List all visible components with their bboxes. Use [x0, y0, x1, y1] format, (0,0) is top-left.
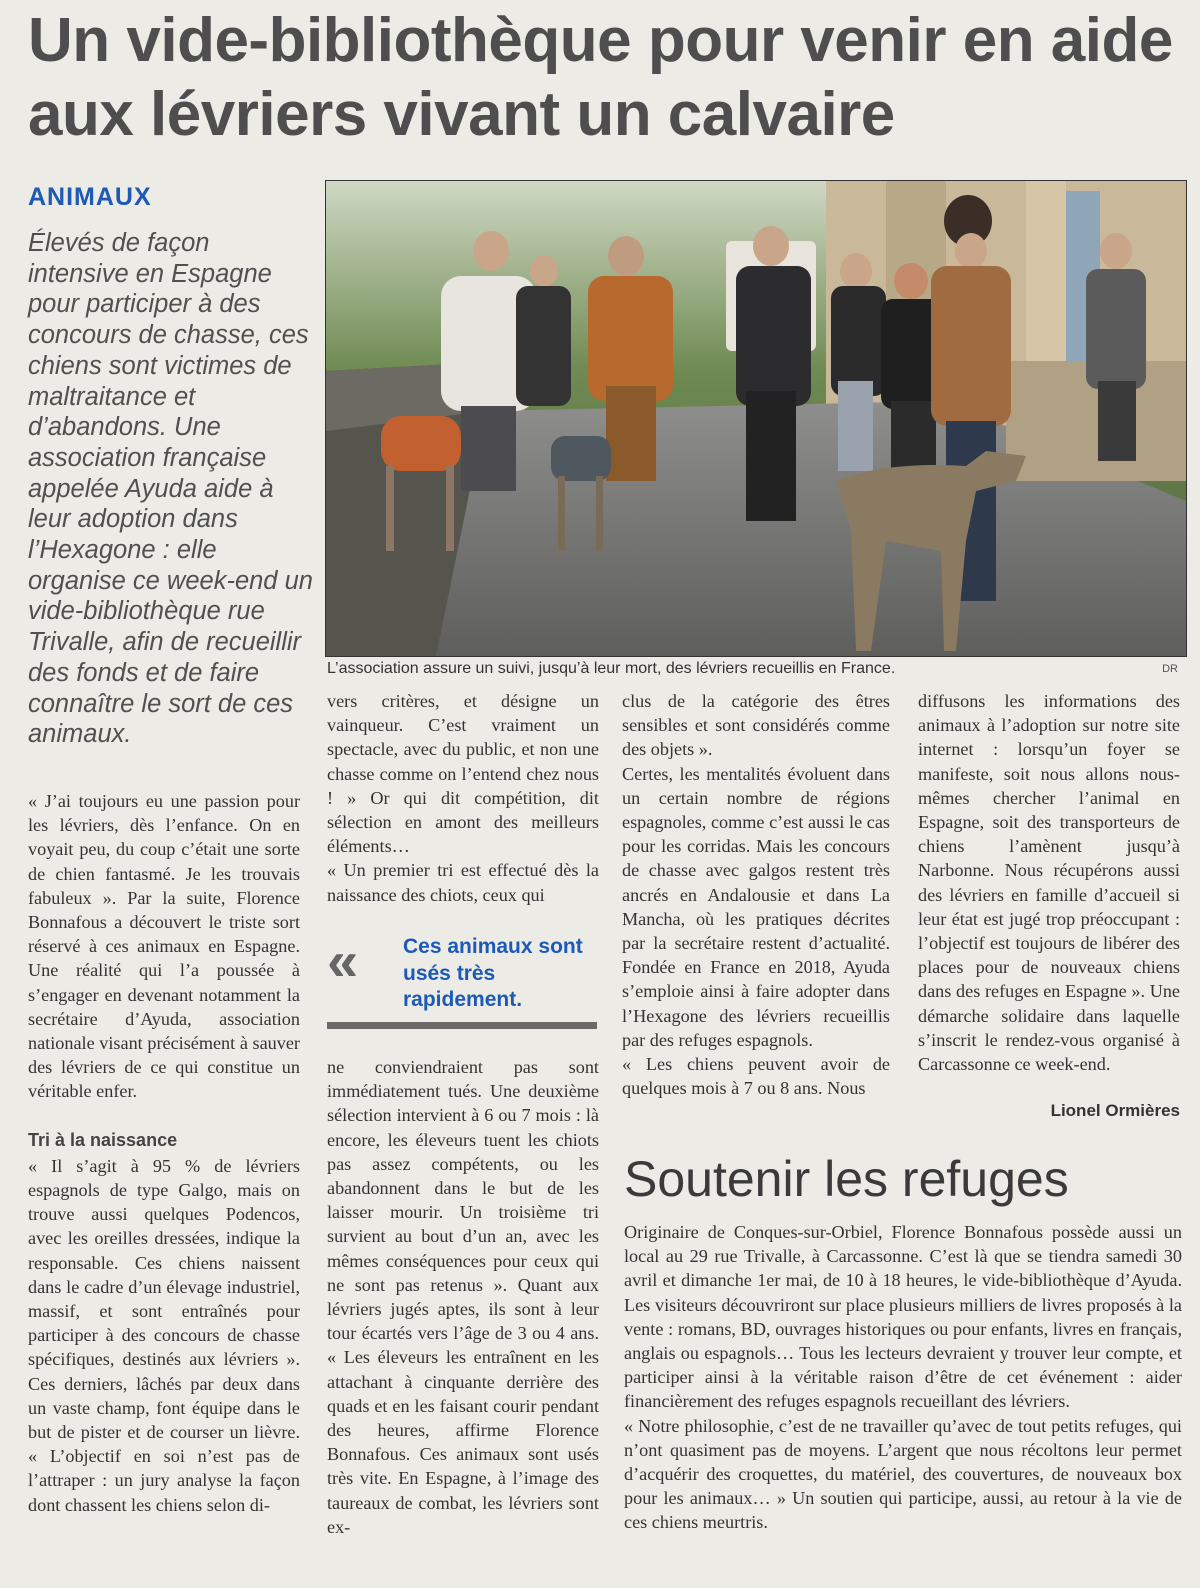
quote-marks-icon: « — [327, 929, 359, 992]
headline: Un vide-bibliothèque pour venir en aide aux lévriers vivant un calvaire — [28, 6, 1173, 149]
street-scene-illustration — [326, 181, 1186, 656]
paragraph: ne conviendraient pas sont immédiatement tués. Une deuxième sélection intervient à 6 ou 7 mois : là encore, les éleveurs tuent les chiots pas assez compétents, ou les abandonnent dans le but de les laisser mourir. Un troisième tri survient au bout d’un an, avec les mêmes conséquences pour ceux qui ne sont pas retenus ». Quant aux lévriers jugés aptes, ils sont à leur tour écartés vers l’âge de 3 ou 4 ans. « Les éleveurs les entraînent en les attachant à cinquante derrière des quads et en les faisant courir pendant des heures, affirme Florence Bonnafous. Ces animaux sont usés très vite. En Espagne, à l’image des taureaux de combat, les lévriers sont ex- — [327, 1057, 599, 1537]
article-photo — [325, 180, 1187, 657]
paragraph: « J’ai toujours eu une passion pour les lévriers, dès l’enfance. On en voyait peu, du coup c’était une sorte de chien fantasmé. Je les trouvais fabuleux ». Par la suite, Florence Bonnafous a découvert le triste sort réservé à ces animaux en Espagne. Une réalité qui l’a poussée à s’engager en devenant notamment la secrétaire d’Ayuda, association nationale visant précisément à sauver des lévriers de ce qui constitue un véritable enfer. — [28, 791, 300, 1102]
paragraph: clus de la catégorie des êtres sensibles et sont considérés comme des objets ». — [622, 691, 890, 760]
pull-quote — [327, 930, 597, 1030]
paragraph: diffusons les informations des animaux à l’adoption sur notre site internet : lorsqu’un foyer se manifeste, soit nous allons nous-mêmes chercher l’animal en Espagne, soit des transporteurs de chiens l’amènent jusqu’à Narbonne. Nous récupérons aussi des lévriers en famille d’accueil si leur état est jugé trop préoccupant : l’objectif est toujours de libérer des places pour de nouveaux chiens dans des refuges en Espagne ». Une démarche solidaire dans laquelle s’inscrit le rendez-vous organisé à Carcassonne ce week-end. — [918, 691, 1180, 1075]
paragraph: Originaire de Conques-sur-Orbiel, Florence Bonnafous possède aussi un local au 29 rue Trivalle, à Carcassonne. C’est là que se tiendra samedi 30 avril et dimanche 1er mai, de 10 à 18 heures, le vide-bibliothèque d’Ayuda. Les visiteurs découvriront sur place plusieurs milliers de livres proposés à la vente : romans, BD, ouvrages historiques ou pour enfants, livres en français, anglais ou espagnols… Tous les lecteurs devraient y trouver leur compte, et participer ainsi à la véritable raison d’être de cet événement : aider financièrement des refuges espagnols recueillant des lévriers. — [624, 1222, 1182, 1412]
box-body — [624, 1220, 1182, 1535]
paragraph: « Un premier tri est effectué dès la naissance des chiots, ceux qui — [327, 860, 599, 905]
paragraph: Certes, les mentalités évoluent dans un certain nombre de régions espagnoles, comme c’est aussi le cas pour les corridas. Mais les concours de chasse avec galgos restent très ancrés en Andalousie et dans La Mancha, où les pratiques décrites par la secrétaire restent d’actualité. Fondée en France en 2018, Ayuda s’emploie ainsi à faire adopter dans l’Hexagone des lévriers recueillis par des refuges espagnols. — [622, 763, 890, 1050]
pull-quote-text: Ces animaux sont usés très rapidement. — [403, 935, 583, 1011]
column-4 — [918, 689, 1180, 1076]
column-2-continued — [327, 1055, 599, 1539]
box-title: Soutenir les refuges — [624, 1151, 1069, 1207]
article-lead: Élevés de façon intensive en Espagne pour participer à des concours de chasse, ces chiens sont victimes de maltraitance et d’abandons. Une association française appelée Ayuda aide à leur adoption dans l’Hexagone : elle organise ce week-end un vide-bibliothèque rue Trivalle, afin de recueillir des fonds et de faire connaître le sort de ces animaux. — [28, 229, 313, 749]
pull-quote-rule — [327, 1022, 597, 1029]
section-kicker: ANIMAUX — [28, 183, 152, 211]
paragraph: vers critères, et désigne un vainqueur. C’est vraiment un spectacle, avec du public, et non une chasse comme on l’entend chez nous ! » Or qui dit compétition, dit sélection en amont des meilleurs éléments… — [327, 691, 599, 857]
subheading: Tri à la naissance — [28, 1129, 178, 1150]
photo-credit: DR — [1162, 663, 1178, 675]
paragraph: « Notre philosophie, c’est de ne travailler qu’avec de tout petits refuges, qui n’ont quasiment pas de moyens. L’argent que nous récoltons leur permet d’acquérir des croquettes, du matériel, des couvertures, de nouveaux box pour les animaux… » Un soutien qui participe, aussi, au retour à la vie de ces chiens meurtris. — [624, 1415, 1182, 1533]
paragraph: « Il s’agit à 95 % de lévriers espagnols de type Galgo, mais on trouve aussi quelques Podencos, avec les oreilles dressées, indique la responsable. Ces chiens naissent dans le cadre d’un élevage industriel, massif, et sont entraînés pour participer à des concours de chasse spécifiques, destinés aux lévriers ». Ces derniers, lâchés par deux dans un vaste champ, font équipe dans le but de pister et de courser un lièvre. « L’objectif en soi n’est pas de l’attraper : un jury analyse la façon dont chassent les chiens selon di- — [28, 1155, 300, 1515]
photo-caption: L’association assure un suivi, jusqu’à leur mort, des lévriers recueillis en France. — [327, 660, 896, 677]
paragraph: « Les chiens peuvent avoir de quelques mois à 7 ou 8 ans. Nous — [622, 1054, 890, 1099]
column-3 — [622, 689, 890, 1100]
column-1 — [28, 789, 300, 1517]
column-2 — [327, 689, 599, 907]
author-signature: Lionel Ormières — [1050, 1101, 1180, 1120]
